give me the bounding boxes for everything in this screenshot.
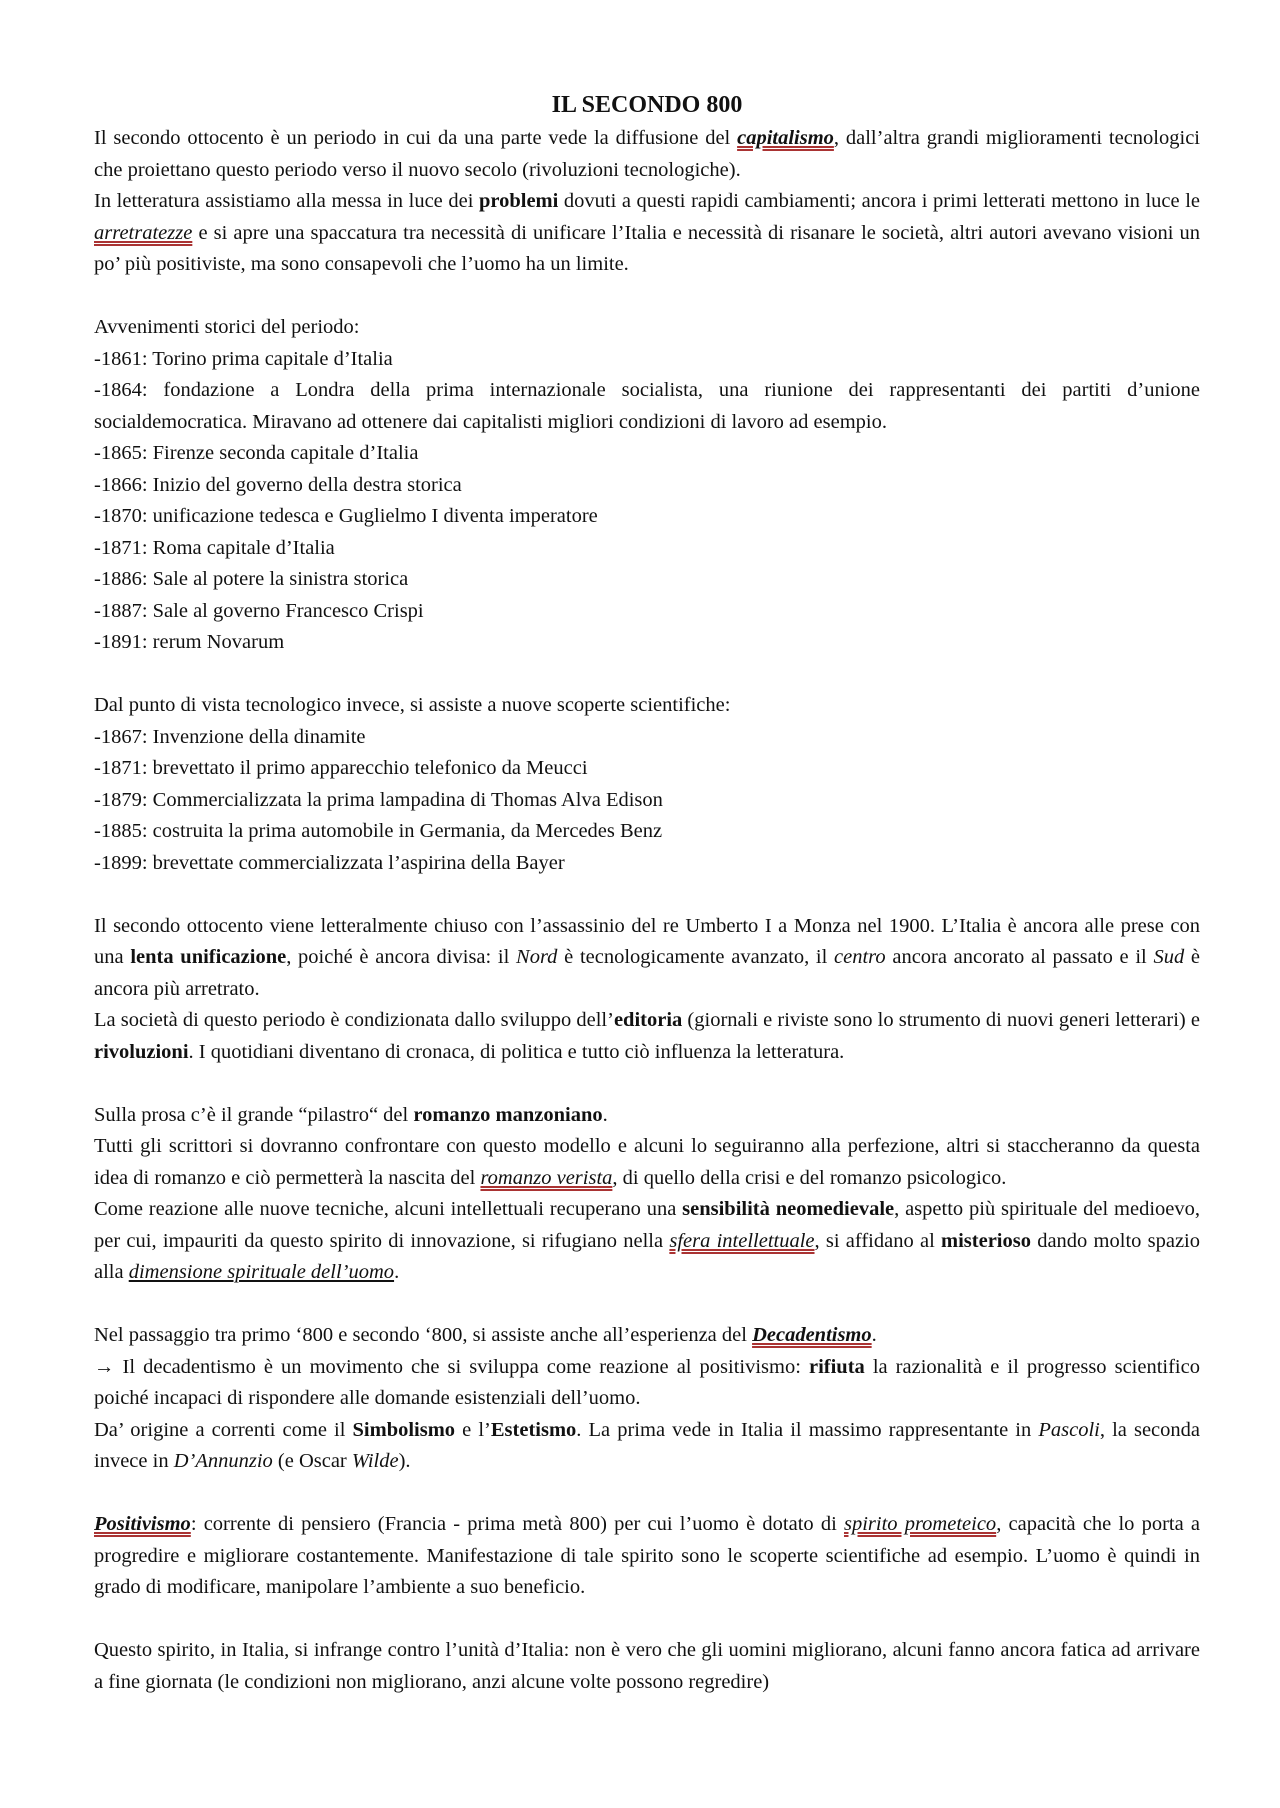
keyword-rivoluzioni: rivoluzioni [94, 1040, 189, 1063]
list-item: -1867: Invenzione della dinamite [94, 725, 366, 748]
text: : corrente di pensiero (Francia - prima metà 800) per cui l’uomo è dotato di [190, 1513, 844, 1535]
text: In letteratura assistiamo alla messa in luce dei [94, 190, 479, 212]
text: . I quotidiani diventano di cronaca, di politica e tutto ciò influenza la letteratura. [188, 1040, 845, 1063]
closing-paragraph-1 [94, 911, 1200, 1006]
page-title: IL SECONDO 800 [551, 92, 743, 118]
text: e si apre una spaccatura tra necessità di unificare l’Italia e necessità di risanare le società, altri autori avevano visioni un po’ più positiviste, ma sono consapevoli che l’uomo ha un limite. [94, 221, 1200, 275]
text: Tutti gli scrittori si dovranno confrontare con questo modello e alcuni lo seguiranno alla perfezione, altri si staccheranno da questa idea di romanzo e ciò permetterà la nascita del [94, 1135, 1200, 1189]
keyword-pascoli: Pascoli [1038, 1418, 1100, 1441]
intro-paragraph-1 [94, 123, 1200, 186]
keyword-wilde: Wilde [351, 1450, 399, 1472]
text: dovuti a questi rapidi cambiamenti; ancora i primi letterati mettono in luce le [558, 190, 1200, 212]
keyword-estetismo: Estetismo [490, 1418, 577, 1441]
text: , di quello della crisi e del romanzo psicologico. [612, 1166, 1007, 1189]
list-item: -1899: brevettate commercializzata l’aspirina della Bayer [94, 851, 565, 874]
keyword-sfera-intellettuale: sfera intellettuale [669, 1229, 815, 1252]
decadentismo-paragraph-3 [94, 1415, 1200, 1478]
list-item: -1886: Sale al potere la sinistra storica [94, 568, 409, 590]
decadentismo-paragraph-2 [94, 1352, 1200, 1415]
list-item: -1885: costruita la prima automobile in Germania, da Mercedes Benz [94, 820, 663, 842]
text: , dall’altra grandi miglioramenti tecnologici che proiettano questo periodo verso il nuovo secolo (rivoluzioni tecnologiche). [94, 127, 1200, 181]
text: . [394, 1261, 400, 1283]
document-page [94, 88, 1200, 1698]
list-item: -1891: rerum Novarum [94, 631, 285, 653]
text: Sulla prosa c’è il grande “pilastro“ del [94, 1103, 414, 1126]
text: , poiché è ancora divisa: il [286, 946, 517, 968]
text: → Il decadentismo è un movimento che si sviluppa come reazione al positivismo: [94, 1355, 809, 1378]
text: , capacità che lo porta a progredire e migliorare costantemente. Manifestazione di tale spirito sono le scoperte scientifiche ad esempio. L’uomo è quindi in grado di modificare, manipolare l’ambiente a suo beneficio. [94, 1513, 1201, 1598]
positivismo-paragraph [94, 1509, 1200, 1604]
text: . La prima vede in Italia il massimo rappresentante in [576, 1418, 1039, 1441]
events-list [94, 312, 1200, 659]
text: (e Oscar [272, 1450, 352, 1472]
text: Il secondo ottocento viene letteralmente chiuso con l’assassinio del re Umberto I a Monza nel 1900. L’Italia è ancora alle prese con una [94, 914, 1200, 968]
list-item: -1865: Firenze seconda capitale d’Italia [94, 442, 419, 464]
list-item: -1870: unificazione tedesca e Guglielmo I diventa imperatore [94, 505, 598, 527]
text: e l’ [455, 1418, 491, 1441]
keyword-dimensione-spirituale: dimensione spirituale dell’uomo [128, 1261, 395, 1283]
keyword-decadentismo: Decadentismo [752, 1324, 872, 1346]
keyword-simbolismo: Simbolismo [352, 1418, 456, 1441]
text: , aspetto più spirituale del medioevo, per cui, impauriti da questo spirito di innovazione, si rifugiano nella [94, 1198, 1200, 1252]
closing-paragraph-2 [94, 1005, 1200, 1068]
events-heading: Avvenimenti storici del periodo: [94, 316, 360, 338]
keyword-arretratezze: arretratezze [94, 221, 193, 244]
text: (giornali e riviste sono lo strumento di nuovi generi letterari) e [682, 1009, 1200, 1031]
keyword-rifiuta: rifiuta [808, 1355, 865, 1378]
keyword-nord: Nord [516, 946, 558, 968]
text: è ancora più arretrato. [94, 946, 1201, 1000]
list-item: -1864: fondazione a Londra della prima internazionale socialista, una riunione dei rappresentanti dei partiti d’unione socialdemocratica. Miravano ad ottenere dai capitalisti migliori condizioni di lavoro ad esempio. [94, 379, 1200, 433]
keyword-dannunzio: D’Annunzio [173, 1450, 273, 1472]
list-item: -1871: Roma capitale d’Italia [94, 536, 335, 559]
text: , la seconda invece in [94, 1418, 1201, 1472]
keyword-misterioso: misterioso [941, 1229, 1031, 1252]
text: Da’ origine a correnti come il [94, 1418, 353, 1441]
tech-list [94, 690, 1200, 879]
keyword-romanzo-verista: romanzo verista [480, 1166, 613, 1189]
decadentismo-paragraph-1 [94, 1320, 1200, 1352]
list-item: -1866: Inizio del governo della destra storica [94, 473, 462, 496]
text: è tecnologicamente avanzato, il [557, 946, 835, 968]
intro-paragraph-2 [94, 186, 1200, 281]
text: . [602, 1103, 608, 1126]
list-item: -1887: Sale al governo Francesco Crispi [94, 599, 424, 622]
text: ancora ancorato al passato e il [885, 946, 1154, 968]
keyword-capitalismo: capitalismo [737, 127, 834, 149]
prosa-paragraph-1 [94, 1100, 1200, 1132]
keyword-sud: Sud [1153, 946, 1185, 968]
list-item: -1879: Commercializzata la prima lampadina di Thomas Alva Edison [94, 788, 663, 811]
keyword-problemi: problemi [478, 190, 559, 212]
keyword-positivismo: Positivismo [94, 1513, 191, 1535]
prosa-paragraph-2 [94, 1131, 1200, 1194]
tech-heading: Dal punto di vista tecnologico invece, si assiste a nuove scoperte scientifiche: [94, 694, 731, 716]
text: ). [398, 1450, 411, 1472]
text: . [871, 1324, 877, 1346]
text: Nel passaggio tra primo ‘800 e secondo ‘800, si assiste anche all’esperienza del [94, 1324, 753, 1346]
keyword-centro: centro [834, 946, 886, 968]
keyword-sensibilita-neomedievale: sensibilità neomedievale [682, 1198, 895, 1220]
text: la razionalità e il progresso scientifico poiché incapaci di rispondere alle domande esistenziali dell’uomo. [94, 1355, 1200, 1409]
keyword-spirito-prometeico: spirito prometeico [843, 1513, 997, 1535]
prosa-paragraph-3 [94, 1194, 1200, 1289]
text: dando molto spazio alla [94, 1229, 1201, 1283]
list-item: -1871: brevettato il primo apparecchio telefonico da Meucci [94, 757, 588, 779]
keyword-editoria: editoria [613, 1009, 683, 1031]
keyword-lenta-unificazione: lenta unificazione [130, 946, 287, 968]
keyword-romanzo-manzoniano: romanzo manzoniano [413, 1103, 603, 1126]
text: , si affidano al [814, 1229, 942, 1252]
text: La società di questo periodo è condizionata dallo sviluppo dell’ [94, 1009, 614, 1031]
list-item: -1861: Torino prima capitale d’Italia [94, 347, 393, 370]
final-paragraph: Questo spirito, in Italia, si infrange contro l’unità d’Italia: non è vero che gli uomini migliorano, alcuni fanno ancora fatica ad arrivare a fine giornata (le condizioni non migliorano, anzi alcune volte possono regredire) [94, 1639, 1200, 1693]
text: Il secondo ottocento è un periodo in cui da una parte vede la diffusione del [94, 127, 738, 149]
text: Come reazione alle nuove tecniche, alcuni intellettuali recuperano una [94, 1198, 683, 1220]
